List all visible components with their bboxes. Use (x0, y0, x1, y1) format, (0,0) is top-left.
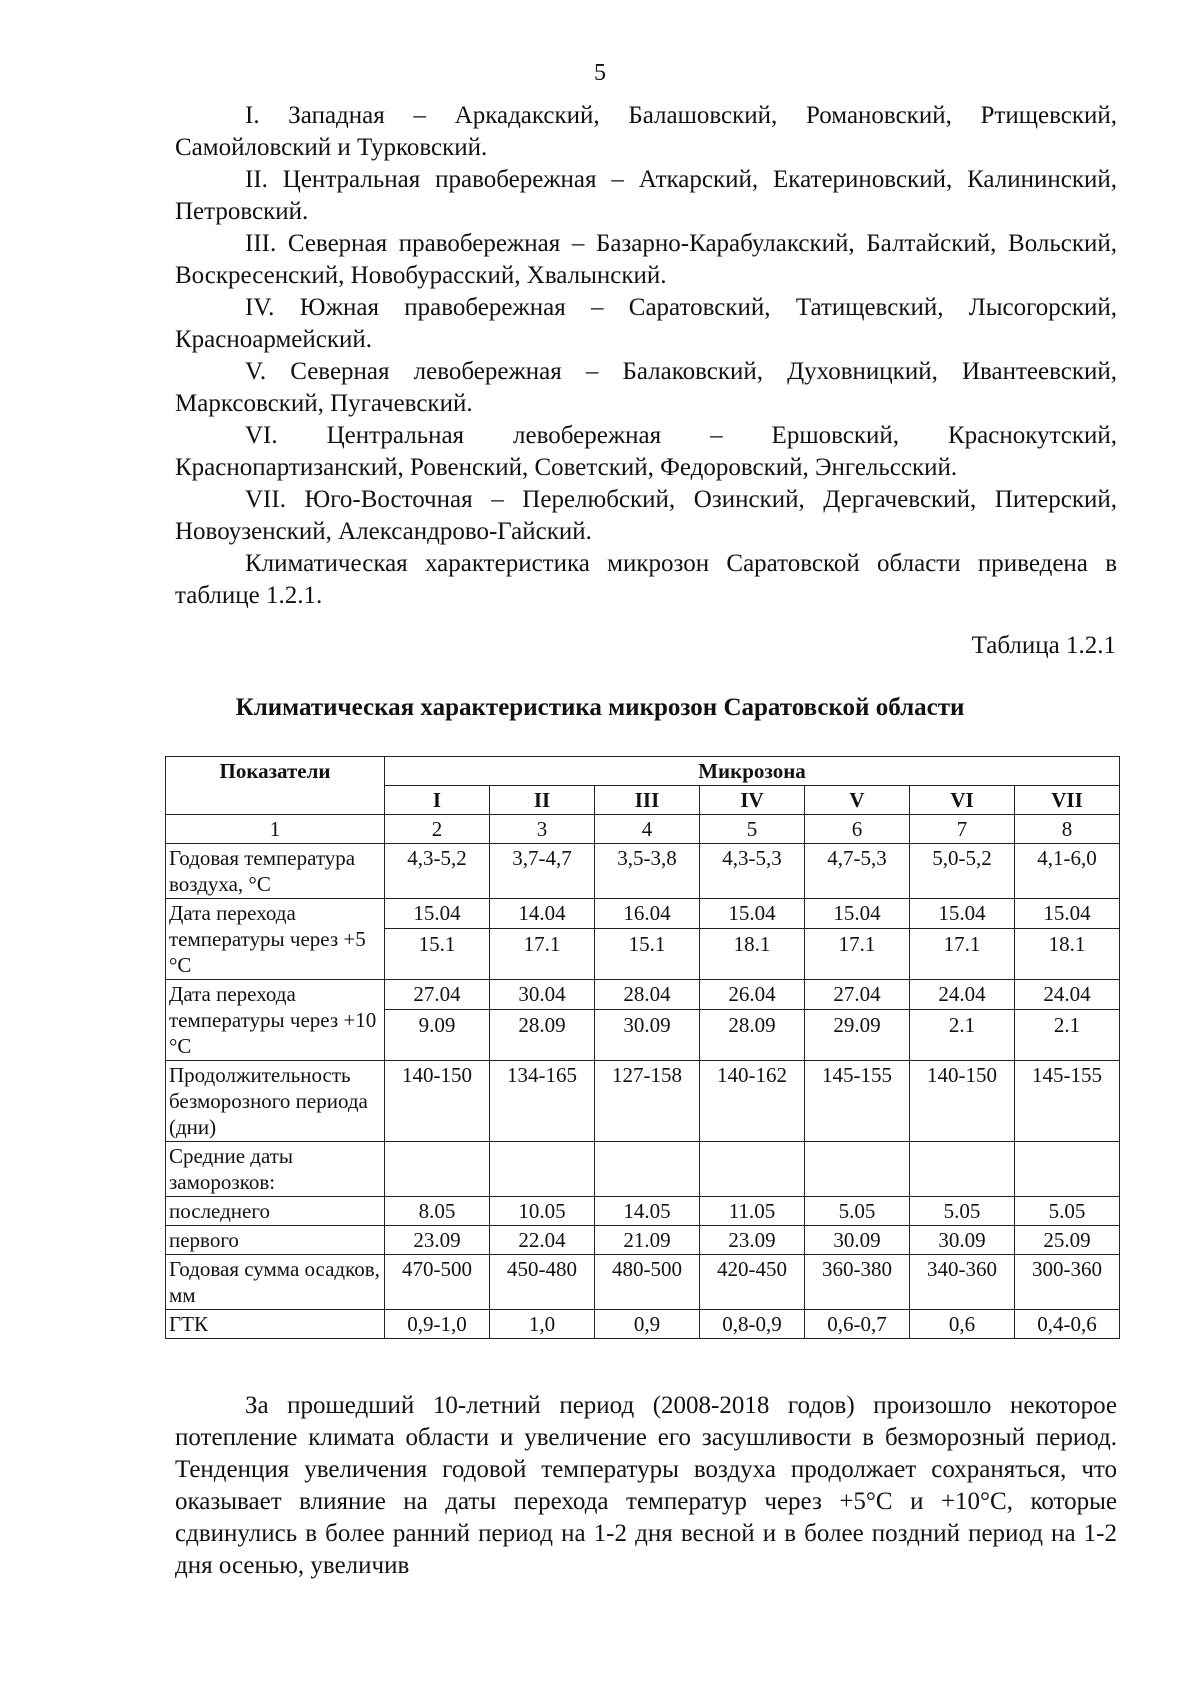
table-cell: 360-380 (805, 1255, 910, 1310)
table-cell (385, 1142, 490, 1197)
cell-value-autumn: 17.1 (910, 928, 1014, 957)
cell-value-spring: 27.04 (833, 982, 881, 1006)
table-cell: 4,1-6,0 (1015, 844, 1120, 899)
row-label: Продолжительность безморозного периода (дни) (166, 1061, 385, 1142)
table-cell: 127-158 (595, 1061, 700, 1142)
table-cell (805, 1142, 910, 1197)
cell-value-spring: 15.04 (413, 901, 461, 925)
table-title: Климатическая характеристика микрозон Саратовской области (235, 694, 965, 721)
table-row (166, 844, 1120, 899)
zone-paragraph: I. Западная – Аркадакский, Балашовский, Романовский, Ртищевский, Самойловский и Турковский. (175, 102, 1117, 161)
cell-value-autumn: 30.09 (595, 1009, 699, 1038)
table-reference-paragraph: Климатическая характеристика микрозон Саратовской области приведена в таблице 1.2.1. (175, 550, 1117, 609)
page-number: 5 (594, 60, 606, 86)
table-cell: 5,0-5,2 (910, 844, 1015, 899)
table-cell: 23.09 (385, 1226, 490, 1255)
table-cell: 140-162 (700, 1061, 805, 1142)
zone-label: V (805, 786, 910, 815)
table-cell (700, 980, 805, 1061)
zone-label: III (595, 786, 700, 815)
row-label: последнего (166, 1197, 385, 1226)
table-cell (595, 899, 700, 980)
zone-paragraph: VI. Центральная левобережная – Ершовский, Краснокутский, Краснопартизанский, Ровенский, Советский, Федоровский, Энгельсский. (175, 422, 1117, 481)
table-cell: 140-150 (385, 1061, 490, 1142)
row-label: ГТК (166, 1310, 385, 1339)
table-cell: 0,6 (910, 1310, 1015, 1339)
climate-table (165, 756, 1120, 1339)
cell-value-spring: 15.04 (938, 901, 986, 925)
table-cell: 0,9 (595, 1310, 700, 1339)
zone-label: I (385, 786, 490, 815)
cell-value-autumn: 28.09 (490, 1009, 594, 1038)
cell-value-spring: 16.04 (623, 901, 671, 925)
table-cell: 5.05 (910, 1197, 1015, 1226)
column-number: 4 (595, 815, 700, 844)
zone-list (175, 100, 1117, 612)
table-cell: 4,3-5,3 (700, 844, 805, 899)
table-cell (490, 1142, 595, 1197)
zone-paragraph: V. Северная левобережная – Балаковский, Духовницкий, Ивантеевский, Марксовский, Пугачевский. (175, 358, 1117, 417)
zone-paragraph: II. Центральная правобережная – Аткарский, Екатериновский, Калининский, Петровский. (175, 166, 1117, 225)
cell-value-spring: 15.04 (1043, 901, 1091, 925)
table-header-row (166, 757, 1120, 786)
table-cell: 3,7-4,7 (490, 844, 595, 899)
cell-value-spring: 24.04 (938, 982, 986, 1006)
cell-value-spring: 28.04 (623, 982, 671, 1006)
table-row (166, 1061, 1120, 1142)
zone-paragraph: IV. Южная правобережная – Саратовский, Татищевский, Лысогорский, Красноармейский. (175, 294, 1117, 353)
row-label: Годовая сумма осадков, мм (166, 1255, 385, 1310)
table-cell (1015, 980, 1120, 1061)
cell-value-autumn: 9.09 (385, 1009, 489, 1038)
table-cell: 340-360 (910, 1255, 1015, 1310)
cell-value-spring: 26.04 (728, 982, 776, 1006)
cell-value-autumn: 28.09 (700, 1009, 804, 1038)
table-cell (385, 980, 490, 1061)
zone-paragraph: VII. Юго-Восточная – Перелюбский, Озинский, Дергачевский, Питерский, Новоузенский, Александрово-Гайский. (175, 486, 1117, 545)
column-number: 5 (700, 815, 805, 844)
table-cell (385, 899, 490, 980)
table-row (166, 1197, 1120, 1226)
table-row (166, 899, 1120, 980)
footer-text (175, 1390, 1117, 1582)
table-row (166, 1310, 1120, 1339)
column-number: 6 (805, 815, 910, 844)
table-cell: 22.04 (490, 1226, 595, 1255)
column-number: 3 (490, 815, 595, 844)
table-cell: 470-500 (385, 1255, 490, 1310)
table-cell: 8.05 (385, 1197, 490, 1226)
cell-value-autumn: 18.1 (700, 928, 804, 957)
table-cell: 3,5-3,8 (595, 844, 700, 899)
footer-paragraph: За прошедший 10-летний период (2008-2018 годов) произошло некоторое потепление климата области и увеличение его засушливости в безморозный период. Тенденция увеличения годовой температуры воздуха продолжает сохраняться, что оказывает влияние на даты перехода температур через +5°С и +10°С, которые сдвинулись в более ранний период на 1-2 дня весной и в более поздний период на 1-2 дня осенью, увеличив (175, 1392, 1117, 1579)
header-microzone: Микрозона (385, 757, 1120, 786)
column-number: 1 (166, 815, 385, 844)
zone-label: IV (700, 786, 805, 815)
cell-value-autumn: 15.1 (385, 928, 489, 957)
table-cell: 420-450 (700, 1255, 805, 1310)
table-cell: 450-480 (490, 1255, 595, 1310)
cell-value-spring: 14.04 (518, 901, 566, 925)
table-cell (910, 1142, 1015, 1197)
cell-value-spring: 15.04 (833, 901, 881, 925)
cell-value-autumn: 17.1 (805, 928, 909, 957)
table-row (166, 1142, 1120, 1197)
table-cell (1015, 899, 1120, 980)
row-label: Дата перехода температуры через +5 °С (166, 899, 385, 980)
table-cell: 0,4-0,6 (1015, 1310, 1120, 1339)
table-cell: 5.05 (1015, 1197, 1120, 1226)
cell-value-autumn: 18.1 (1015, 928, 1119, 957)
cell-value-spring: 30.04 (518, 982, 566, 1006)
table-cell: 145-155 (1015, 1061, 1120, 1142)
table-cell: 300-360 (1015, 1255, 1120, 1310)
table-cell: 25.09 (1015, 1226, 1120, 1255)
table-cell (1015, 1142, 1120, 1197)
table-cell (490, 980, 595, 1061)
table-cell (805, 899, 910, 980)
table-cell: 14.05 (595, 1197, 700, 1226)
zone-paragraph: III. Северная правобережная – Базарно-Карабулакский, Балтайский, Вольский, Воскресенский, Новобурасский, Хвалынский. (175, 230, 1117, 289)
table-cell (910, 899, 1015, 980)
table-cell: 10.05 (490, 1197, 595, 1226)
cell-value-autumn: 2.1 (1015, 1009, 1119, 1038)
cell-value-autumn: 2.1 (910, 1009, 1014, 1038)
table-cell: 4,7-5,3 (805, 844, 910, 899)
column-number: 8 (1015, 815, 1120, 844)
table-cell (700, 1142, 805, 1197)
row-label: Средние даты заморозков: (166, 1142, 385, 1197)
table-row (166, 1255, 1120, 1310)
table-cell (595, 980, 700, 1061)
cell-value-spring: 15.04 (728, 901, 776, 925)
header-indicators: Показатели (166, 757, 385, 815)
row-label: Дата перехода температуры через +10 °С (166, 980, 385, 1061)
cell-value-spring: 24.04 (1043, 982, 1091, 1006)
row-label: первого (166, 1226, 385, 1255)
zone-label: VI (910, 786, 1015, 815)
table-cell (805, 980, 910, 1061)
table-cell: 30.09 (805, 1226, 910, 1255)
table-cell: 134-165 (490, 1061, 595, 1142)
cell-value-autumn: 29.09 (805, 1009, 909, 1038)
column-number: 2 (385, 815, 490, 844)
table-cell: 145-155 (805, 1061, 910, 1142)
cell-value-autumn: 15.1 (595, 928, 699, 957)
table-caption: Таблица 1.2.1 (971, 632, 1116, 659)
table-cell: 5.05 (805, 1197, 910, 1226)
table-cell (490, 899, 595, 980)
column-numbers-row (166, 815, 1120, 844)
cell-value-spring: 27.04 (413, 982, 461, 1006)
table-row (166, 1226, 1120, 1255)
row-label: Годовая температура воздуха, °С (166, 844, 385, 899)
table-cell (595, 1142, 700, 1197)
table-cell: 140-150 (910, 1061, 1015, 1142)
table-cell: 4,3-5,2 (385, 844, 490, 899)
table-cell: 480-500 (595, 1255, 700, 1310)
table-cell: 0,6-0,7 (805, 1310, 910, 1339)
table-cell: 23.09 (700, 1226, 805, 1255)
zone-label: II (490, 786, 595, 815)
table-cell (910, 980, 1015, 1061)
cell-value-autumn: 17.1 (490, 928, 594, 957)
table-cell: 0,9-1,0 (385, 1310, 490, 1339)
table-cell: 0,8-0,9 (700, 1310, 805, 1339)
table-cell (700, 899, 805, 980)
table-row (166, 980, 1120, 1061)
table-cell: 21.09 (595, 1226, 700, 1255)
table-cell: 1,0 (490, 1310, 595, 1339)
table-cell: 30.09 (910, 1226, 1015, 1255)
zone-label: VII (1015, 786, 1120, 815)
column-number: 7 (910, 815, 1015, 844)
table-cell: 11.05 (700, 1197, 805, 1226)
